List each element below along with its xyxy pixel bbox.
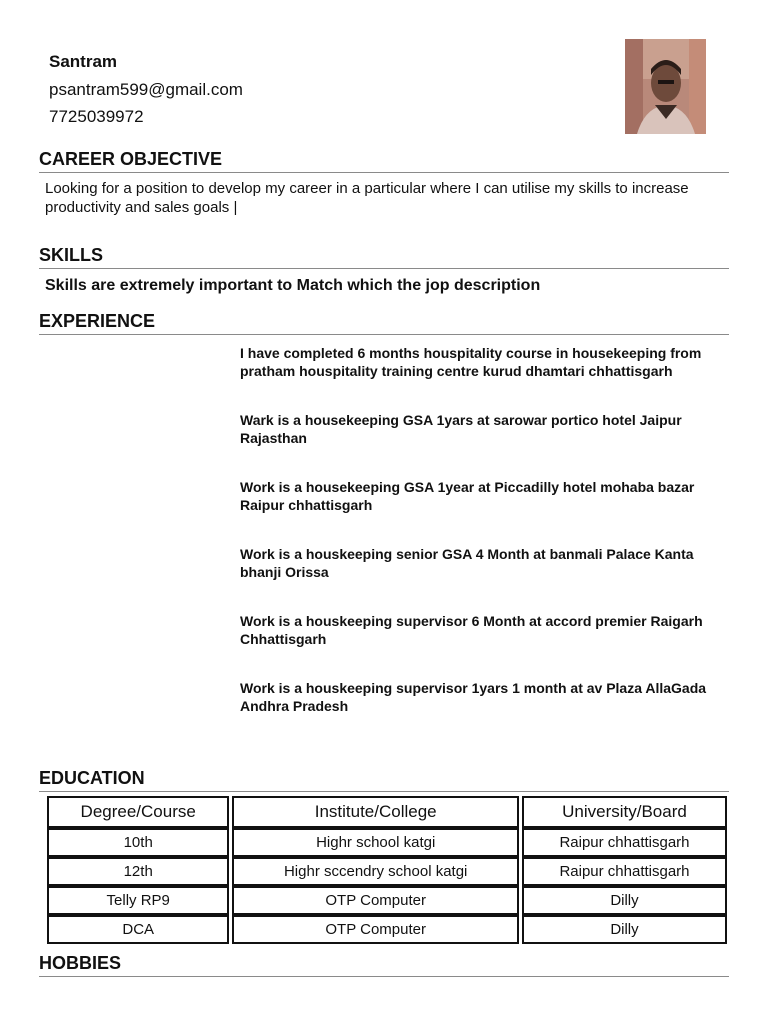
experience-item: Work is a houskeeping supervisor 1yars 1 month at av Plaza AllaGada Andhra Pradesh xyxy=(240,680,707,714)
education-heading: EDUCATION xyxy=(39,768,729,792)
table-cell: DCA xyxy=(47,915,229,944)
column-header-degree: Degree/Course xyxy=(47,796,229,828)
skills-text: Skills are extremely important to Match which the jop description xyxy=(45,277,541,294)
table-cell: Raipur chhattisgarh xyxy=(522,828,727,857)
table-cell: Highr school katgi xyxy=(232,828,519,857)
table-cell: 12th xyxy=(47,857,229,886)
experience-heading: EXPERIENCE xyxy=(39,311,729,335)
experience-item: Wark is a housekeeping GSA 1yars at sarowar portico hotel Jaipur Rajasthan xyxy=(240,412,682,446)
table-cell: Dilly xyxy=(522,915,727,944)
table-cell: OTP Computer xyxy=(232,915,519,944)
table-cell: 10th xyxy=(47,828,229,857)
column-header-institute: Institute/College xyxy=(232,796,519,828)
candidate-name: Santram xyxy=(49,52,118,71)
skills-heading: SKILLS xyxy=(39,245,729,269)
table-cell: Raipur chhattisgarh xyxy=(522,857,727,886)
table-cell: Highr sccendry school katgi xyxy=(232,857,519,886)
hobbies-heading: HOBBIES xyxy=(39,953,729,977)
email-address: psantram599@gmail.com xyxy=(49,80,243,99)
table-cell: OTP Computer xyxy=(232,886,519,915)
career-objective-heading: CAREER OBJECTIVE xyxy=(39,149,729,173)
experience-item: Work is a houskeeping senior GSA 4 Month at banmali Palace Kanta bhanji Orissa xyxy=(240,546,694,580)
experience-item: I have completed 6 months houspitality course in housekeeping from pratham houspitality training centre kurud dhamtari chhattisgarh xyxy=(240,345,702,379)
column-header-university: University/Board xyxy=(522,796,727,828)
experience-list xyxy=(240,344,730,746)
experience-item: Work is a housekeeping GSA 1year at Piccadilly hotel mohaba bazar Raipur chhattisgarh xyxy=(240,479,695,513)
table-cell: Telly RP9 xyxy=(47,886,229,915)
education-table xyxy=(44,796,730,944)
table-row xyxy=(47,886,727,915)
career-objective-text: Looking for a position to develop my career in a particular where I can utilise my skills to increase productivity and sales goals | xyxy=(45,180,689,216)
table-row xyxy=(47,915,727,944)
phone-number: 7725039972 xyxy=(49,107,144,126)
table-cell: Dilly xyxy=(522,886,727,915)
table-row xyxy=(47,828,727,857)
table-row xyxy=(47,857,727,886)
profile-photo xyxy=(625,39,706,134)
experience-item: Work is a houskeeping supervisor 6 Month at accord premier Raigarh Chhattisgarh xyxy=(240,613,703,647)
table-header-row xyxy=(47,796,727,828)
